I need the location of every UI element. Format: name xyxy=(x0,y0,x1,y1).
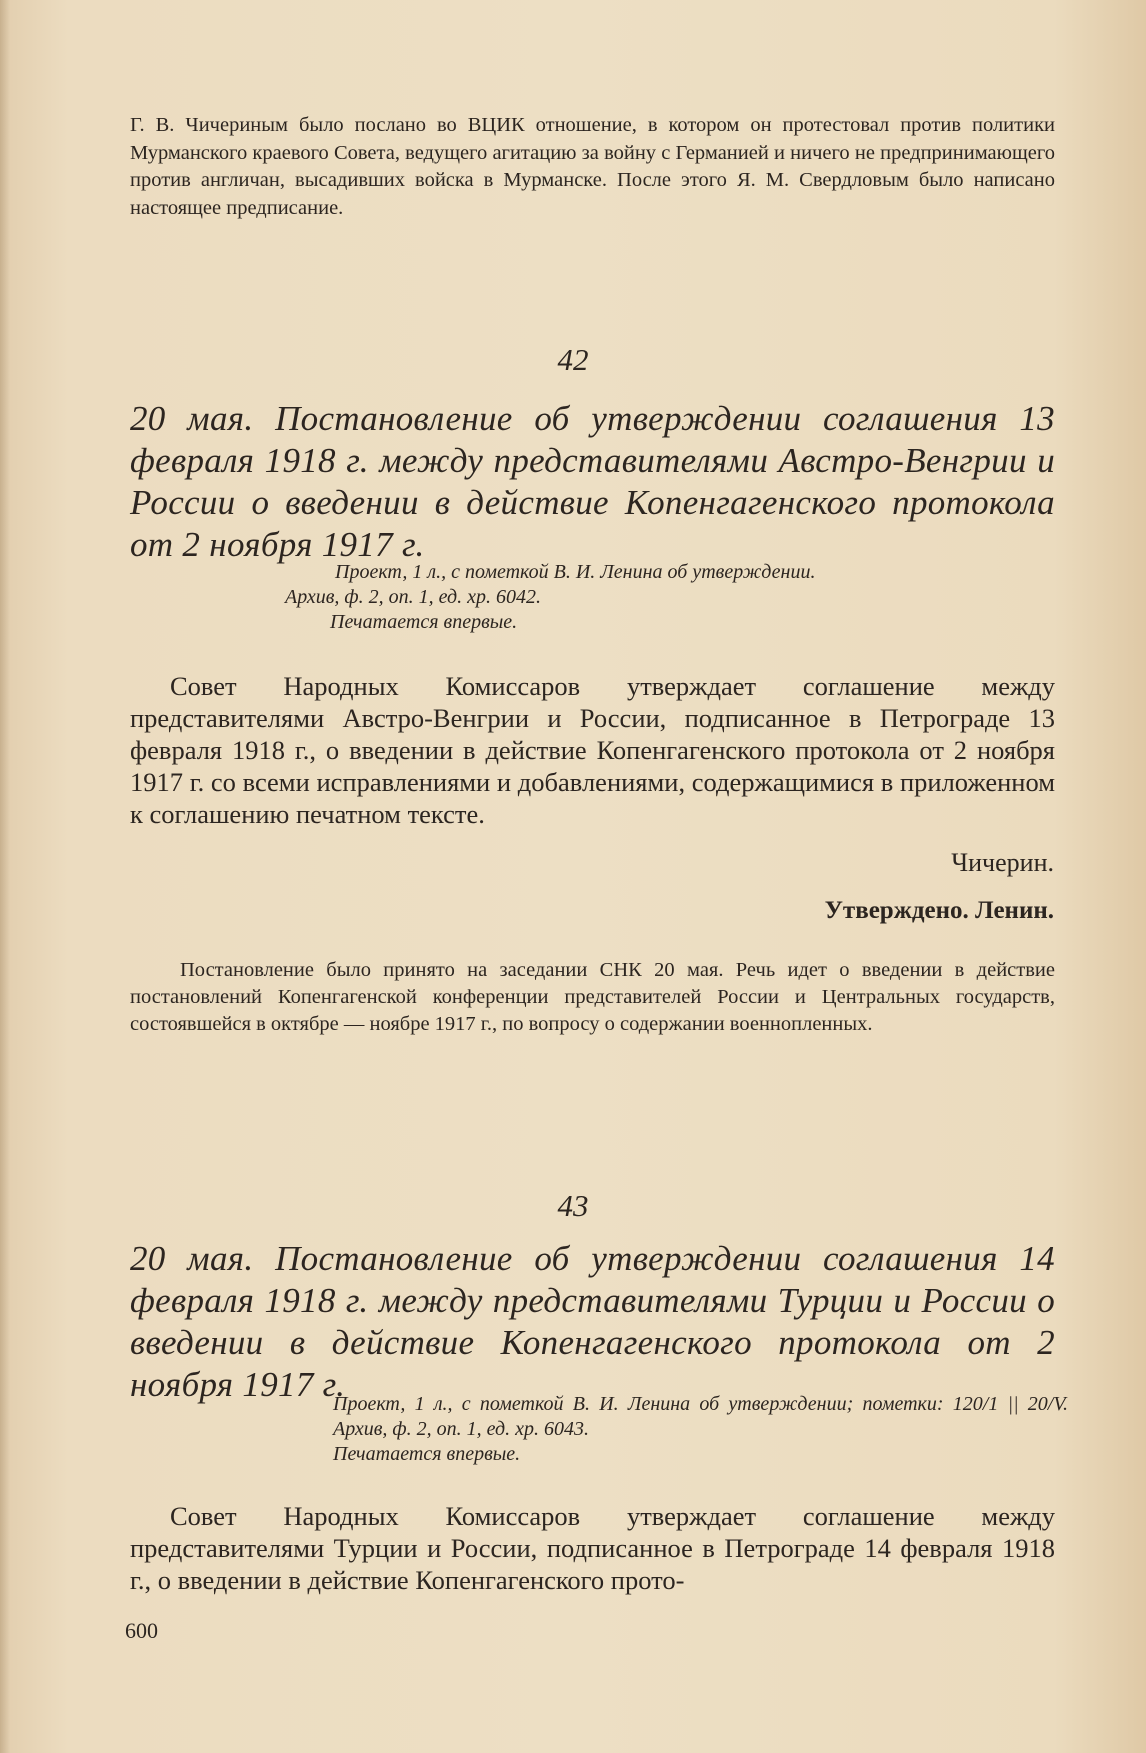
intro-note: Г. В. Чичериным было послано во ВЦИК отношение, в котором он протестовал против политики Мурманского краевого Совета, ведущего агитацию за войну с Германией и ничего не предпринимающего против англичан, высадивших войска в Мурманске. После этого Я. М. Свердловым было написано настоящее предписание. xyxy=(130,114,1055,219)
document-body-42: Совет Народных Комиссаров утверждает соглашение между представителями Австро-Венгрии и России, подписанное в Петрограде 13 февраля 1918 г., о введении в действие Копенгагенского протокола от 2 ноября 1917 г. со всеми исправлениями и добавлениями, содержащимися в приложенном к соглашению печатном тексте. xyxy=(130,671,1055,829)
source-line-1: Проект, 1 л., с пометкой В. И. Ленина об утверждении; пометки: 120/1 || 20/V. Архив, ф. 2, оп. 1, ед. хр. 6043. xyxy=(333,1393,1068,1440)
document-title-43: 20 мая. Постановление об утверждении соглашения 14 февраля 1918 г. между представителями Турции и России о введении в действие Копенгагенского протокола от 2 ноября 1917 г. xyxy=(130,1239,1055,1404)
source-line-2: Архив, ф. 2, оп. 1, ед. хр. 6042. xyxy=(285,586,541,608)
editorial-comment: Постановление было принято на заседании СНК 20 мая. Речь идет о введении в действие постановлений Копенгагенской конференции представителей России и Центральных государств, состоявшейся в октябре — ноябре 1917 г., по вопросу о содержании военнопленных. xyxy=(130,959,1055,1035)
document-title-42: 20 мая. Постановление об утверждении соглашения 13 февраля 1918 г. между представителями Австро-Венгрии и России о введении в действие Копенгагенского протокола от 2 ноября 1917 г. xyxy=(130,399,1055,564)
source-note-42 xyxy=(285,560,1065,635)
document-number-43: 43 xyxy=(557,1188,589,1223)
source-note-43 xyxy=(278,1392,1068,1467)
page-number: 600 xyxy=(125,1618,158,1643)
document-body-43: Совет Народных Комиссаров утверждает соглашение между представителями Турции и России, подписанное в Петрограде 14 февраля 1918 г., о введении в действие Копенгагенского прото- xyxy=(130,1501,1055,1595)
signature: Чичерин. xyxy=(951,848,1054,877)
approval-line: Утверждено. Ленин. xyxy=(824,897,1054,924)
source-line-1: Проект, 1 л., с пометкой В. И. Ленина об утверждении. xyxy=(335,561,816,583)
printed-first-note: Печатается впервые. xyxy=(330,611,518,633)
printed-first-note: Печатается впервые. xyxy=(333,1443,521,1465)
page-edge-shadow xyxy=(0,0,10,1753)
document-number-42: 42 xyxy=(557,342,589,377)
